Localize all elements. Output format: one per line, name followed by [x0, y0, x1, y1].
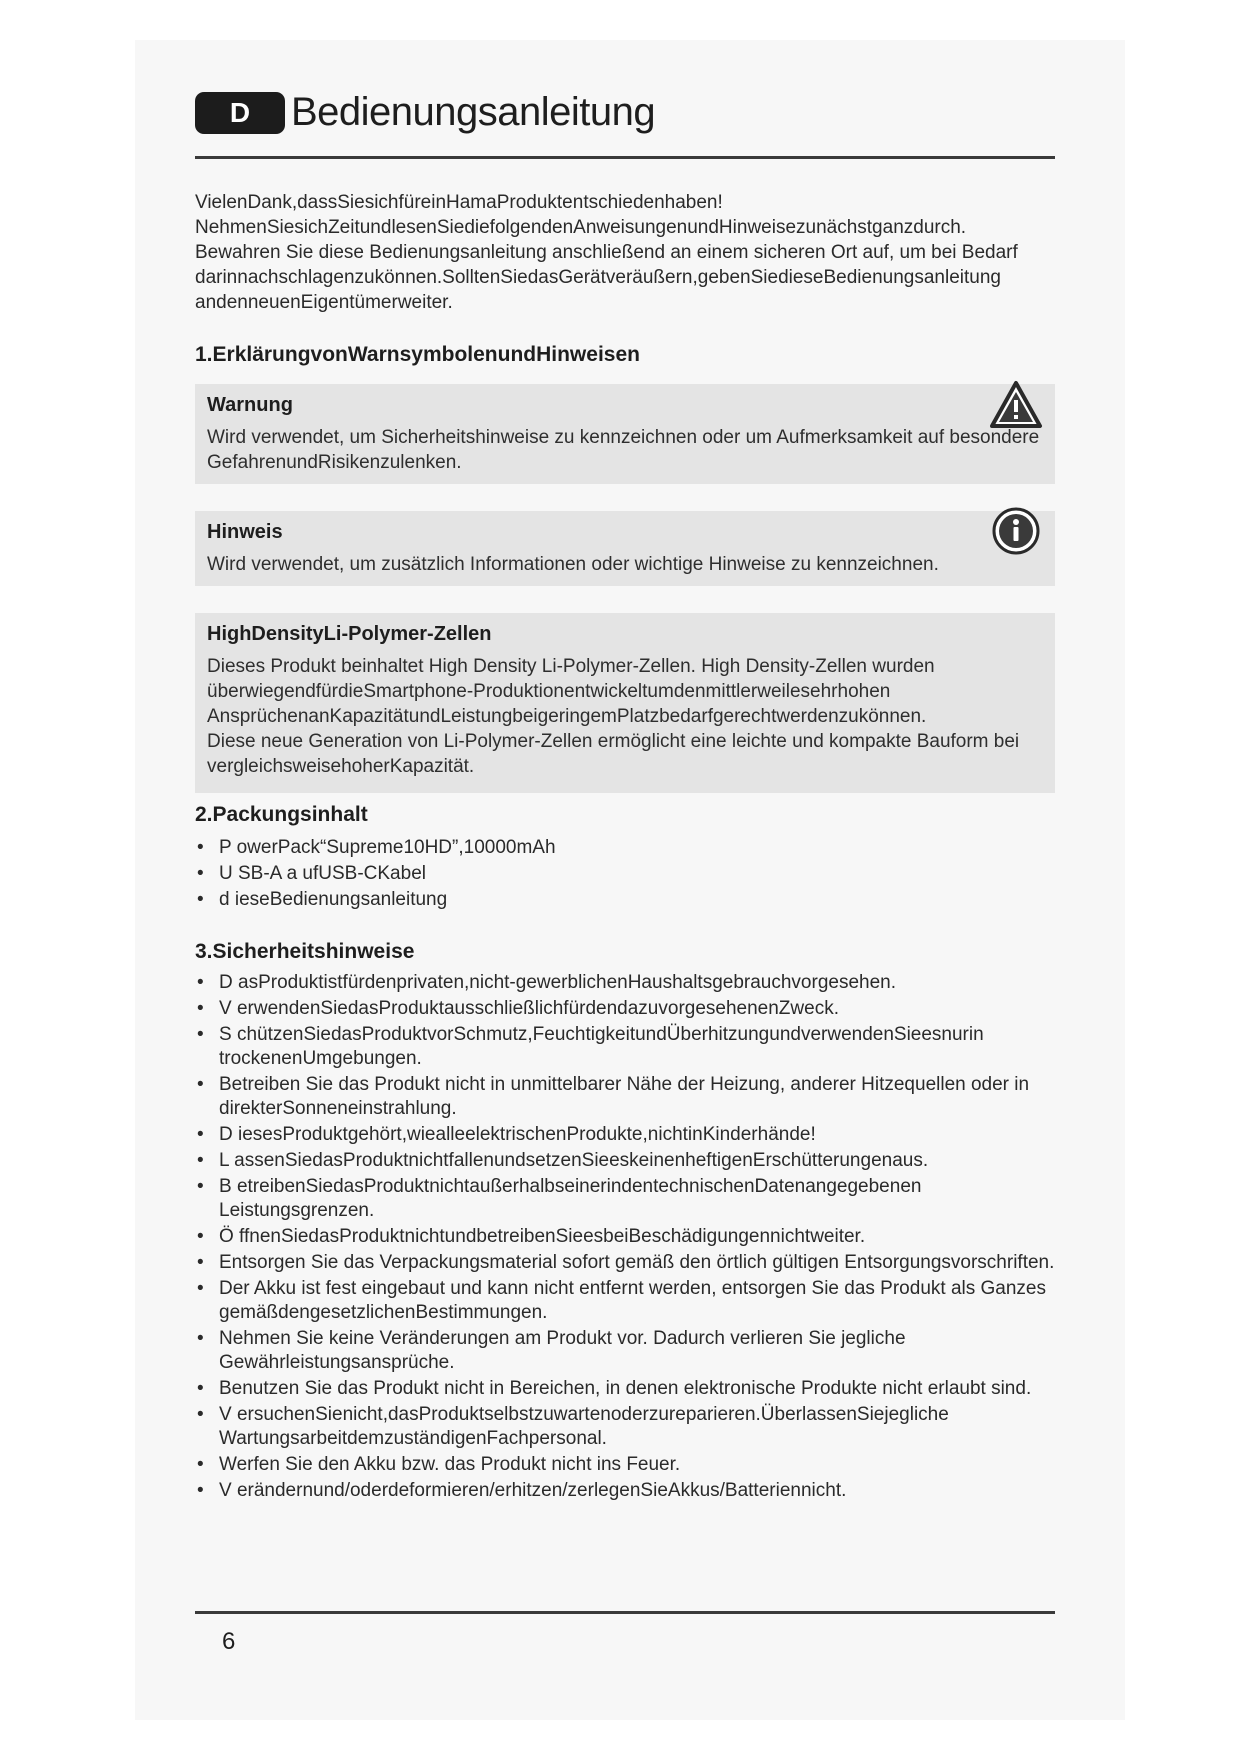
note-title: Hinweis [207, 521, 283, 543]
footer-rule [195, 1611, 1055, 1614]
list-item: • D iesesProduktgehört,wiealleelektrischenProdukte,nichtinKinderhände! [195, 1123, 1065, 1147]
list-item: • V erändernund/oderdeformieren/erhitzen/zerlegenSieAkkus/Batteriennicht. [195, 1479, 1065, 1503]
section-2-heading: 2.Packungsinhalt [195, 803, 368, 826]
cells-title: HighDensityLi-Polymer-Zellen [207, 623, 492, 645]
warning-text: Wird verwendet, um Sicherheitshinweise zu kennzeichnen oder um Aufmerksamkeit auf besondere GefahrenundRisikenzulenken. [207, 427, 1040, 473]
list-item: • U SB-A a ufUSB-CKabel [195, 862, 1065, 886]
safety-instructions-list [195, 971, 1065, 1505]
warning-triangle-icon [989, 380, 1043, 430]
page-header [195, 90, 655, 135]
cells-box [195, 613, 1055, 793]
warning-box [195, 384, 1055, 484]
note-box [195, 511, 1055, 586]
intro-line: VielenDank,dassSiesichfüreinHamaProduktentschiedenhaben! [195, 192, 723, 213]
list-item: • Benutzen Sie das Produkt nicht in Bereichen, in denen elektronische Produkte nicht erlaubt sind. [195, 1377, 1065, 1401]
section-3-heading: 3.Sicherheitshinweise [195, 940, 415, 963]
list-item: • S chützenSiedasProduktvorSchmutz,FeuchtigkeitundÜberhitzungundverwendenSieesnurin trockenenUmgebungen. [195, 1023, 1065, 1071]
list-item: • d ieseBedienungsanleitung [195, 888, 1065, 912]
info-circle-icon [989, 507, 1043, 557]
intro-line: andenneuenEigentümerweiter. [195, 292, 453, 313]
language-badge: D [195, 92, 285, 134]
list-item: • Ö ffnenSiedasProduktnichtundbetreibenSieesbeiBeschädigungennichtweiter. [195, 1225, 1065, 1249]
note-text: Wird verwendet, um zusätzlich Informationen oder wichtige Hinweise zu kennzeichnen. [207, 554, 939, 575]
cells-line: Diese neue Generation von Li-Polymer-Zellen ermöglicht eine leichte und kompakte Bauform bei [207, 731, 1020, 752]
intro-line: Bewahren Sie diese Bedienungsanleitung anschließend an einem sicheren Ort auf, um bei Bedarf [195, 242, 1018, 263]
list-item: • V erwendenSiedasProduktausschließlichfürdendazuvorgesehenenZweck. [195, 997, 1065, 1021]
list-item: • Betreiben Sie das Produkt nicht in unmittelbarer Nähe der Heizung, anderer Hitzequellen oder in direkterSonneneinstrahlung. [195, 1073, 1065, 1121]
list-item: • Der Akku ist fest eingebaut und kann nicht entfernt werden, entsorgen Sie das Produkt als Ganzes gemäßdengesetzlichenBestimmungen. [195, 1277, 1065, 1325]
header-rule [195, 156, 1055, 159]
warning-title: Warnung [207, 394, 293, 416]
list-item: • D asProduktistfürdenprivaten,nicht-gewerblichenHaushaltsgebrauchvorgesehen. [195, 971, 1065, 995]
page-number: 6 [222, 1628, 236, 1655]
list-item: • P owerPack“Supreme10HD”,10000mAh [195, 836, 1065, 860]
list-item: • Nehmen Sie keine Veränderungen am Produkt vor. Dadurch verlieren Sie jegliche Gewährleistungsansprüche. [195, 1327, 1065, 1375]
page-title: Bedienungsanleitung [291, 90, 656, 134]
list-item: • L assenSiedasProduktnichtfallenundsetzenSieeskeinenheftigenErschütterungenaus. [195, 1149, 1065, 1173]
section-1-heading: 1.ErklärungvonWarnsymbolenundHinweisen [195, 343, 640, 366]
cells-line: Dieses Produkt beinhaltet High Density Li-Polymer-Zellen. High Density-Zellen wurden [207, 656, 935, 677]
cells-line: AnsprüchenanKapazitätundLeistungbeigeringemPlatzbedarfgerechtwerdenzukönnen. [207, 706, 927, 727]
package-contents-list [195, 836, 1065, 914]
list-item: • B etreibenSiedasProduktnichtaußerhalbseinerindentechnischenDatenangegebenen Leistungsgrenzen. [195, 1175, 1065, 1223]
intro-text [195, 190, 1055, 315]
list-item: • V ersuchenSienicht,dasProduktselbstzuwartenoderzureparieren.ÜberlassenSiejegliche WartungsarbeitdemzuständigenFachpersonal. [195, 1403, 1065, 1451]
intro-line: darinnachschlagenzukönnen.SolltenSiedasGerätveräußern,gebenSiedieseBedienungsanleitung [195, 267, 1001, 288]
cells-line: vergleichsweisehoherKapazität. [207, 756, 475, 777]
list-item: • Entsorgen Sie das Verpackungsmaterial sofort gemäß den örtlich gültigen Entsorgungsvorschriften. [195, 1251, 1065, 1275]
cells-line: überwiegendfürdieSmartphone-Produktionentwickeltumdenmittlerweilesehrhohen [207, 681, 891, 702]
list-item: • Werfen Sie den Akku bzw. das Produkt nicht ins Feuer. [195, 1453, 1065, 1477]
intro-line: NehmenSiesichZeitundlesenSiediefolgendenAnweisungenundHinweisezunächstganzdurch. [195, 217, 967, 238]
